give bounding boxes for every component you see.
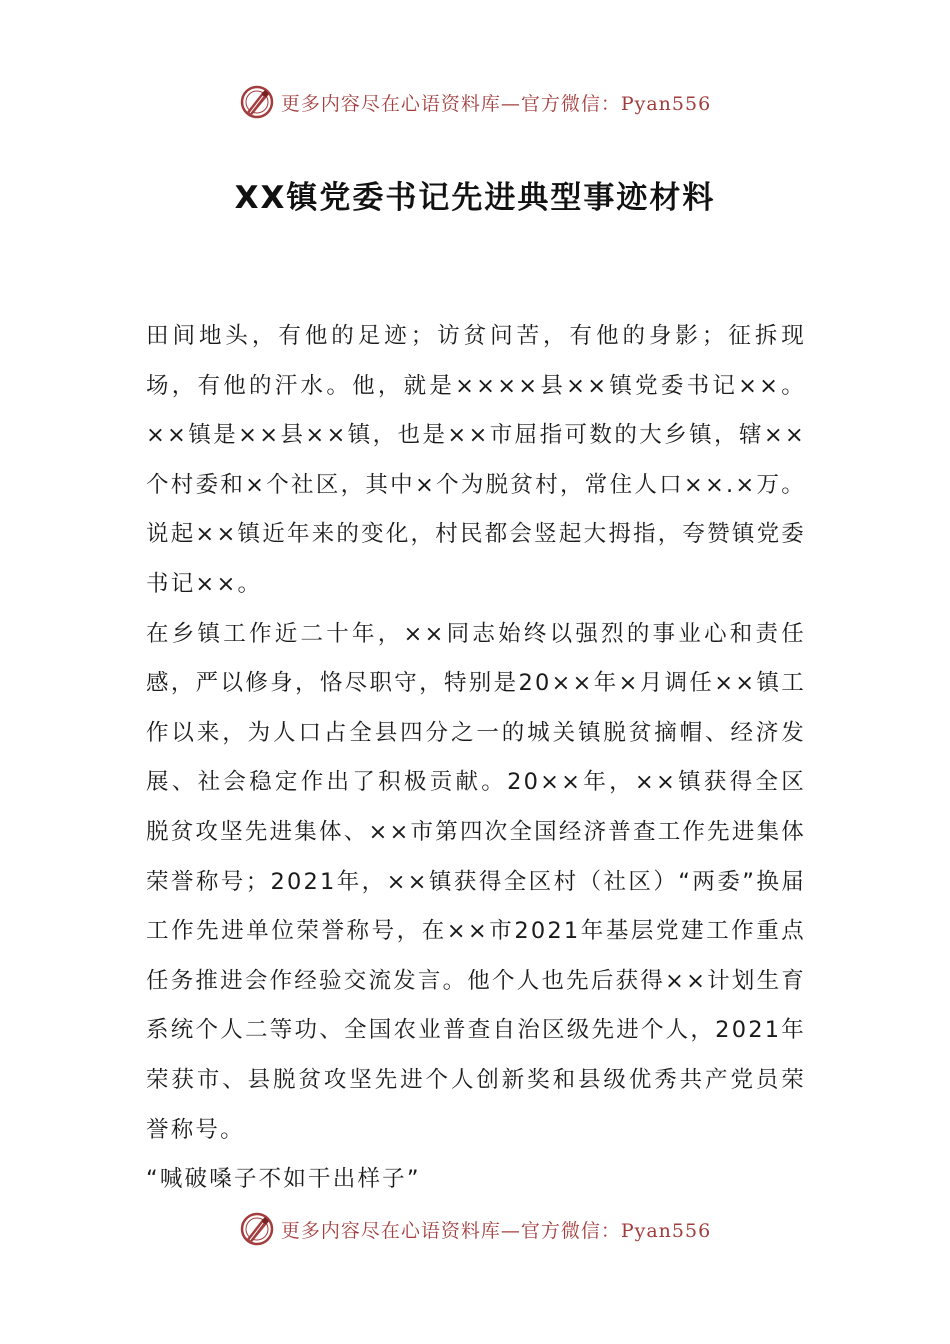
pen-nib-logo-icon xyxy=(239,84,275,120)
paragraph: 在乡镇工作近二十年，××同志始终以强烈的事业心和责任感，严以修身，恪尽职守，特别是20××年×月调任××镇工作以来，为人口占全县四分之一的城关镇脱贫摘帽、经济发展、社会稳定作出了积极贡献。20××年，××镇获得全区脱贫攻坚先进集体、××市第四次全国经济普查工作先进集体荣誉称号；2021年，××镇获得全区村（社区）“两委”换届工作先进单位荣誉称号，在××市2021年基层党建工作重点任务推进会作经验交流发言。他个人也先后获得××计划生育系统个人二等功、全国农业普查自治区级先进个人，2021年荣获市、县脱贫攻坚先进个人创新奖和县级优秀共产党员荣誉称号。 xyxy=(146,620,806,1143)
section-heading: “喊破嗓子不如干出样子” xyxy=(146,1166,421,1193)
footer-watermark xyxy=(0,1209,950,1249)
paragraph: 田间地头，有他的足迹；访贫问苦，有他的身影；征拆现场，有他的汗水。他，就是××××县××镇党委书记××。××镇是××县××镇，也是××市屈指可数的大乡镇，辖××个村委和×个社区，其中×个为脱贫村，常住人口××.×万。说起××镇近年来的变化，村民都会竖起大拇指，夸赞镇党委书记××。 xyxy=(146,323,806,597)
document-body xyxy=(146,312,806,1205)
header-watermark xyxy=(0,82,950,122)
document-title: XX镇党委书记先进典型事迹材料 xyxy=(234,180,716,216)
watermark-text: 更多内容尽在心语资料库—官方微信：Pyan556 xyxy=(280,92,712,115)
watermark-text: 更多内容尽在心语资料库—官方微信：Pyan556 xyxy=(280,1219,712,1242)
pen-nib-logo-icon xyxy=(239,1211,275,1247)
